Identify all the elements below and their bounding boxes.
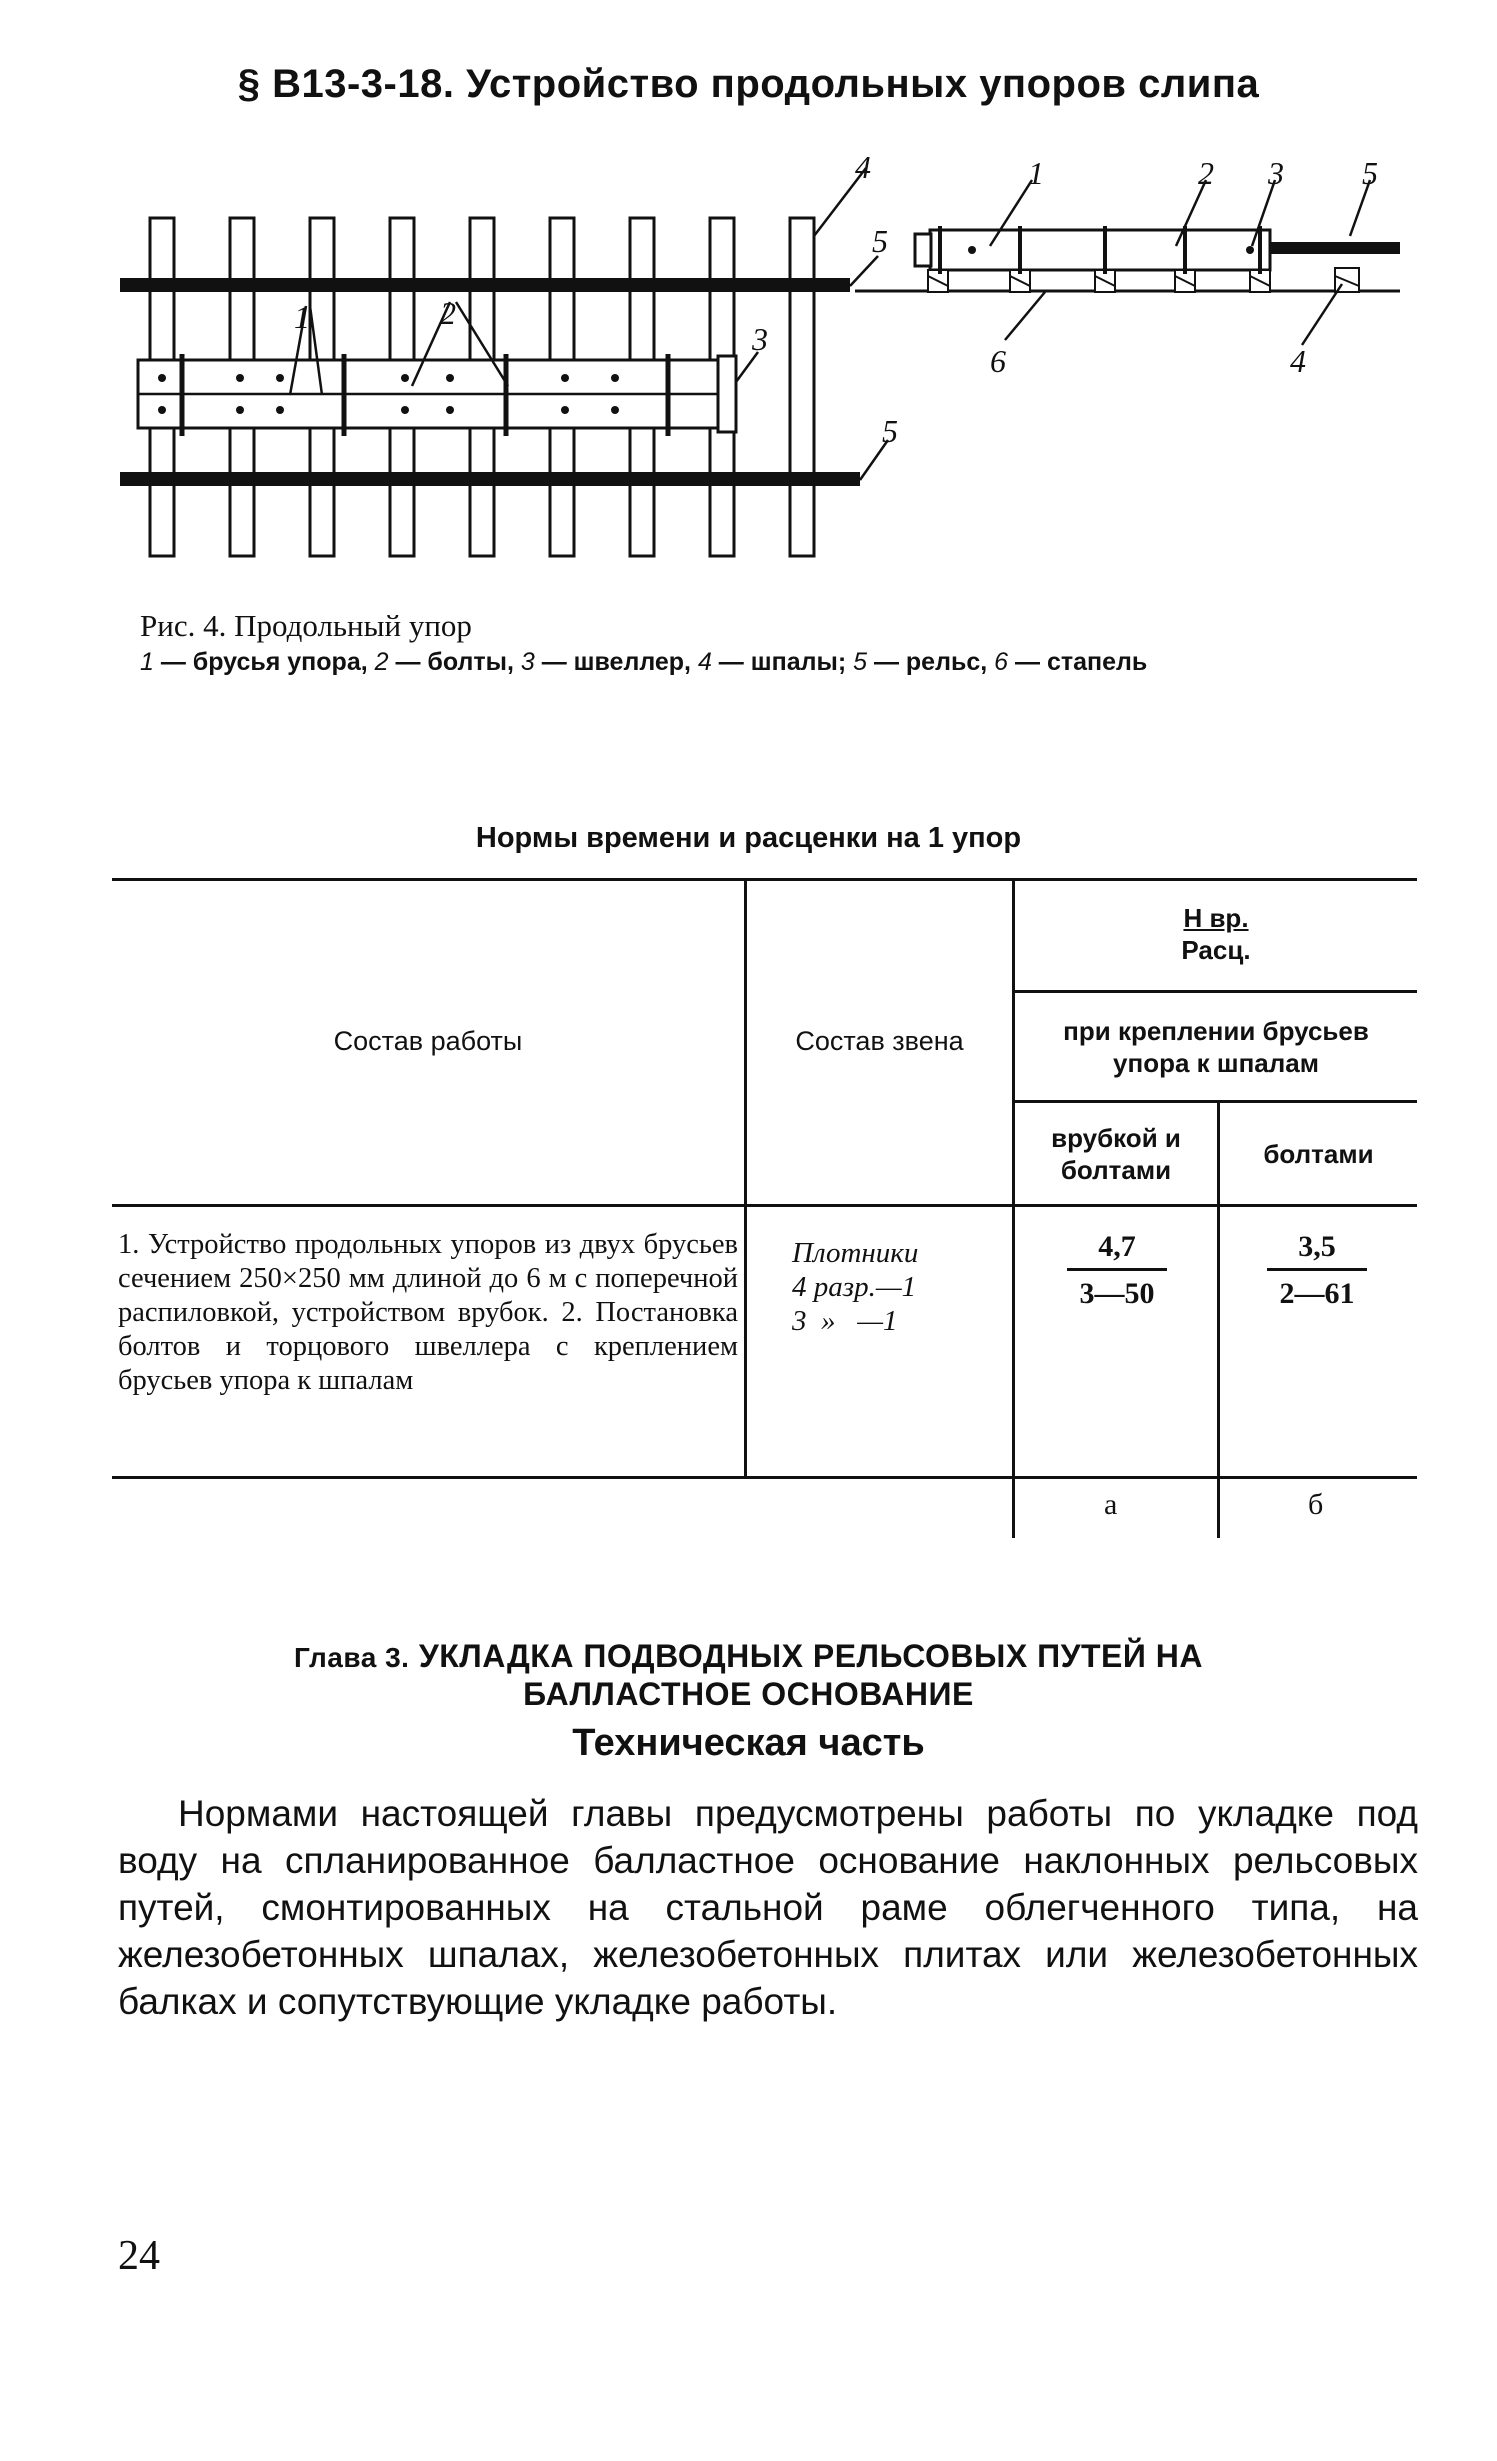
chapter-heading: Глава 3. УКЛАДКА ПОДВОДНЫХ РЕЛЬСОВЫХ ПУТЕЙ НА БАЛЛАСТНОЕ ОСНОВАНИЕ — [294, 1638, 1203, 1712]
figure-caption: Рис. 4. Продольный упор — [140, 608, 472, 643]
header-col-a: врубкой и болтами — [1051, 1122, 1181, 1185]
header-fastening: при креплении брусьев упора к шпалам — [1063, 1015, 1369, 1078]
side-view — [855, 180, 1400, 345]
callout-side-3: 3 — [1268, 155, 1284, 191]
callout-side-5: 5 — [1362, 155, 1378, 191]
table-title: Нормы времени и расценки на 1 упор — [475, 822, 1022, 854]
callout-3: 3 — [752, 321, 768, 357]
body-paragraph: Нормами настоящей главы предусмотрены работы по укладке под воду на спланированное балластное основание наклонных рельсовых путей, смонтированных на стальной раме облегченного типа, на железобетонных шпалах, железобетонных плитах или железобетонных балках и сопутствующие укладке работы. — [118, 1793, 1418, 2022]
page-number: 24 — [118, 2233, 160, 2279]
channel — [718, 356, 736, 432]
callout-side-1: 1 — [1028, 155, 1044, 191]
sleeper — [790, 218, 814, 556]
column-mark-a: а — [1104, 1488, 1118, 1521]
callout-4: 4 — [855, 150, 871, 185]
norms-table — [112, 878, 1417, 1538]
callout-side-4: 4 — [1290, 343, 1306, 379]
rail-bottom — [120, 472, 860, 486]
callout-side-6: 6 — [990, 343, 1006, 379]
technical-part-heading: Техническая часть — [572, 1722, 925, 1764]
crew-composition: Плотники 4 разр.—1 3 » —1 — [792, 1237, 919, 1337]
section-title: § В13-3-18. Устройство продольных упоров слипа — [237, 62, 1260, 106]
norm-b: $\frac{3,5}{2—61}$ — [1267, 1230, 1367, 1311]
header-work: Состав работы — [333, 1026, 523, 1056]
norm-a: $\frac{4,7}{3—50}$ — [1067, 1230, 1167, 1311]
figure-longitudinal-stop — [110, 150, 1410, 580]
leader-lines — [290, 168, 888, 480]
figure-legend: 1 — брусья упора, 2 — болты, 3 — швеллер, 4 — шпалы; 5 — рельс, 6 — стапель — [140, 648, 1148, 676]
callout-5: 5 — [872, 223, 888, 259]
header-norm: Н вр. Расц. — [1181, 903, 1251, 965]
callout-1: 1 — [294, 299, 310, 335]
callout-2: 2 — [440, 295, 456, 331]
callout-5b: 5 — [882, 413, 898, 449]
header-crew: Состав звена — [795, 1026, 964, 1056]
header-col-b: болтами — [1263, 1138, 1374, 1169]
work-description: 1. Устройство продольных упоров из двух брусьев сечением 250×250 мм длиной до 6 м с поперечной распиловкой, устройством врубок. 2. Постановка болтов и торцового швеллера с креплением брусьев упора к шпалам — [118, 1229, 738, 1396]
callout-side-2: 2 — [1198, 155, 1214, 191]
column-mark-b: б — [1308, 1488, 1324, 1521]
rail-top — [120, 278, 850, 292]
stop-beams — [138, 354, 736, 436]
